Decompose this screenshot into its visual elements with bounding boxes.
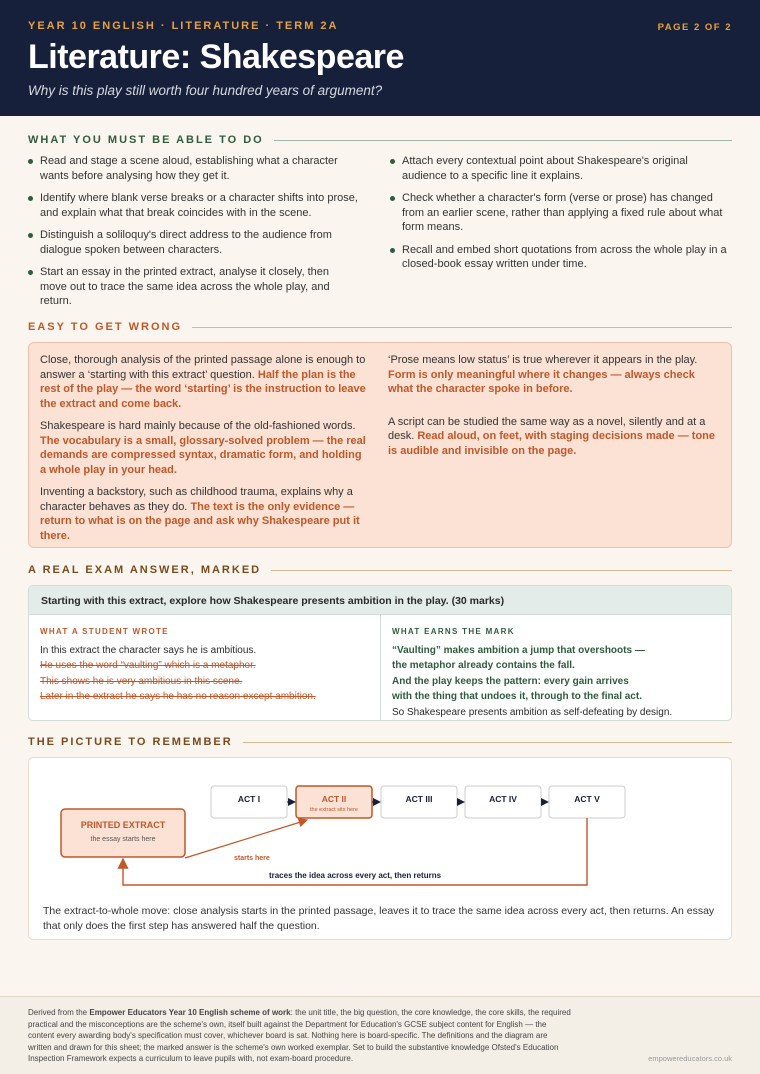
exam-answer-box <box>28 585 732 721</box>
act-node <box>549 786 625 818</box>
misconceptions-box <box>28 342 732 548</box>
list-item: Recall and embed short quotations from across the whole play in a closed-book essay written under time. <box>390 243 732 272</box>
page-title: Literature: Shakespeare <box>28 38 404 76</box>
list-item: Attach every contextual point about Shakespeare's original audience to a specific line it explains. <box>390 154 732 183</box>
act-node <box>381 786 457 818</box>
student-line: In this extract the character says he is ambitious. <box>40 644 257 656</box>
student-line-struck: Later in the extract he says he has no reason except ambition. <box>40 691 316 702</box>
starts-here-arrow <box>185 820 307 858</box>
exam-heading: A REAL EXAM ANSWER, MARKED <box>28 564 732 576</box>
must-do-heading: WHAT YOU MUST BE ABLE TO DO <box>28 134 732 146</box>
misconception: ‘Prose means low status’ is true wherever it appears in the play. Form is only meaningful where it changes — always check what the character spoke in before. <box>388 354 698 395</box>
misconceptions-right <box>388 353 720 466</box>
list-item: Identify where blank verse breaks or a character shifts into prose, and explain what that break coincides with in the scene. <box>28 191 358 220</box>
must-do-left-list <box>28 154 358 317</box>
picture-box <box>28 757 732 940</box>
svg-text:ACT IV: ACT IV <box>489 794 517 804</box>
misconception: Shakespeare is hard mainly because of the old-fashioned words. The vocabulary is a small, glossary-solved problem — the real demands are compressed syntax, dramatic form, and holding a whole play in your head. <box>40 420 366 476</box>
misconception: Inventing a backstory, such as childhood trauma, explains why a character behaves as they do. The text is the only evidence — return to what is on the page and ask why Shakespeare put it there. <box>40 486 360 542</box>
list-item: Start an essay in the printed extract, analyse it closely, then move out to trace the same idea across the whole play, and return. <box>28 265 358 309</box>
student-line-struck: He uses the word “vaulting” which is a metaphor. <box>40 660 256 671</box>
act-node <box>465 786 541 818</box>
return-label: traces the idea across every act, then returns <box>268 871 442 880</box>
source-name: Empower Educators Year 10 English scheme of work <box>89 1008 291 1017</box>
picture-caption: The extract-to-whole move: close analysis starts in the printed passage, leaves it to trace the same idea across every act, then returns. An essay that only does the first step has answered half the question. <box>43 905 715 932</box>
svg-text:the extract sits here: the extract sits here <box>310 807 358 813</box>
mark-line: “Vaulting” makes ambition a jump that overshoots — <box>392 644 645 656</box>
misconceptions-left <box>40 353 370 551</box>
svg-text:the essay starts here: the essay starts here <box>90 836 156 843</box>
footer-site-link[interactable]: empowereducators.co.uk <box>648 1054 732 1063</box>
mark-label: WHAT EARNS THE MARK <box>392 627 515 636</box>
page-footer <box>0 996 760 1074</box>
marked-answer <box>392 624 724 720</box>
must-do-right-list <box>390 154 732 280</box>
act-node-current <box>296 786 372 818</box>
wrong-heading: EASY TO GET WRONG <box>28 321 732 333</box>
student-answer <box>40 624 370 705</box>
extract-to-whole-diagram <box>29 758 733 898</box>
mark-line: the metaphor already contains the fall. <box>392 660 575 671</box>
mark-line: with the thing that undoes it, through to the final act. <box>392 691 642 702</box>
svg-text:PRINTED EXTRACT: PRINTED EXTRACT <box>80 820 166 830</box>
list-item: Read and stage a scene aloud, establishing what a character wants before analysing how they get it. <box>28 154 358 183</box>
svg-text:ACT II: ACT II <box>321 794 347 804</box>
list-item: Check whether a character's form (verse or prose) has changed from an earlier scene, rather than applying a fixed rule about what form means. <box>390 191 732 235</box>
page-number: PAGE 2 OF 2 <box>657 22 732 33</box>
printed-extract-node <box>61 809 185 857</box>
svg-text:ACT V: ACT V <box>574 794 600 804</box>
misconception: A script can be studied the same way as a novel, silently and at a desk. Read aloud, on feet, with staging decisions made — tone is audible and invisible on the page. <box>388 415 716 457</box>
unit-kicker: YEAR 10 ENGLISH · LITERATURE · TERM 2A <box>28 20 339 32</box>
svg-text:ACT III: ACT III <box>405 794 433 804</box>
mark-line: And the play keeps the pattern: every gain arrives <box>392 675 629 687</box>
student-line-struck: This shows he is very ambitious in this scene. <box>40 675 243 687</box>
picture-heading: THE PICTURE TO REMEMBER <box>28 736 732 748</box>
big-question: Why is this play still worth four hundred years of argument? <box>28 83 383 98</box>
svg-text:ACT I: ACT I <box>237 794 261 804</box>
page-header <box>0 0 760 116</box>
list-item: Distinguish a soliloquy's direct address to the audience from dialogue spoken between characters. <box>28 228 358 257</box>
column-divider <box>380 615 381 720</box>
mark-conclusion: So Shakespeare presents ambition as self-defeating by design. <box>392 706 673 718</box>
act-node <box>211 786 287 818</box>
misconception: Close, thorough analysis of the printed passage alone is enough to answer a ‘starting with this extract’ question. Half the plan is the rest of the play — the word ‘starting’ is the instruction to leave the extract and come back. <box>40 354 366 410</box>
student-label: WHAT A STUDENT WROTE <box>40 627 169 636</box>
footer-attribution: Derived from the Empower Educators Year 10 English scheme of work: the unit title, the big question, the core knowledge, the core skills, the required practical and the misconceptions are the scheme's own, itself built against the Department for Education's GCSE subject content for English — the content every awarding body's specification must cover, whichever board is sat. Nothing here is board-specific. The definitions and the diagram are written and drawn for this sheet; the marked answer is the scheme's own worked exemplar. Set to build the substantive knowledge Ofsted's Education Inspection Framework expects a curriculum to leave pupils with, not exam-board procedure. <box>28 1008 571 1064</box>
starts-here-label: starts here <box>234 855 270 862</box>
exam-question: Starting with this extract, explore how Shakespeare presents ambition in the play. (30 marks) <box>29 586 731 615</box>
